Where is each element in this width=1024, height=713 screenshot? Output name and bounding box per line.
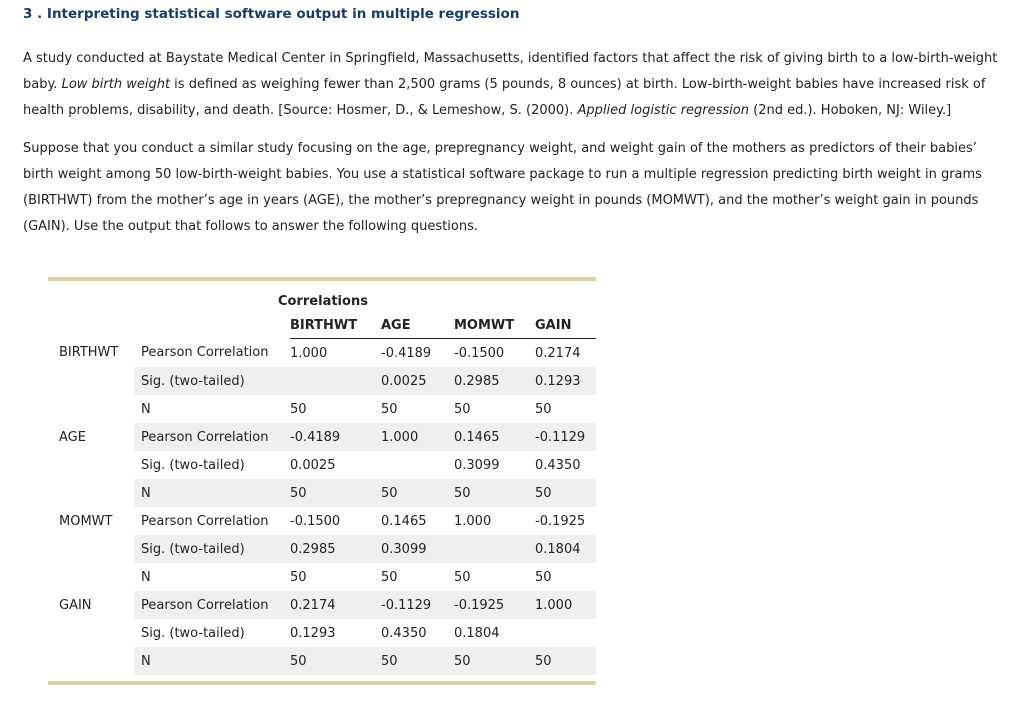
row-variable — [48, 647, 134, 675]
column-header: MOMWT — [454, 312, 535, 339]
row-variable — [48, 535, 134, 563]
table-cell: 50 — [290, 647, 381, 675]
correlations-table — [48, 312, 596, 675]
table-cell: 0.2985 — [290, 535, 381, 563]
table-cell — [290, 367, 381, 395]
table-cell: 0.2174 — [290, 591, 381, 619]
table-cell: 0.2985 — [454, 367, 535, 395]
table-cell: 1.000 — [290, 345, 328, 361]
row-statistic: Pearson Correlation — [141, 345, 269, 361]
header-blank — [48, 312, 134, 339]
row-statistic: Pearson Correlation — [134, 423, 290, 451]
intro-text-2: is defined as weighing fewer than 2,500 grams (5 pounds, 8 ounces) at birth. Low-birth-weight babies have increased risk of health problems, disability, and death. [Source: Hosmer, D., & Lemeshow, S. (2000). — [23, 77, 986, 118]
table-cell: 50 — [535, 401, 552, 417]
row-variable: AGE — [59, 429, 86, 445]
table-cell: 50 — [535, 647, 596, 675]
table-cell: 50 — [535, 479, 596, 507]
table-row — [48, 423, 596, 451]
table-cell: 0.1804 — [454, 625, 500, 641]
table-row — [48, 591, 596, 619]
row-statistic: Sig. (two-tailed) — [141, 625, 245, 641]
row-statistic: N — [134, 479, 290, 507]
table-body — [48, 339, 596, 676]
table-row — [48, 619, 596, 647]
row-variable — [48, 619, 134, 647]
table-row — [48, 395, 596, 423]
table-cell: 50 — [454, 569, 471, 585]
table-cell: 50 — [290, 401, 307, 417]
table-cell: 0.1465 — [454, 423, 535, 451]
table-cell: -0.1500 — [454, 345, 505, 361]
table-cell: 50 — [454, 401, 471, 417]
table-title: Correlations — [278, 294, 368, 309]
table-cell — [535, 619, 596, 647]
row-statistic: Sig. (two-tailed) — [134, 367, 290, 395]
intro-text-3: (2nd ed.). Hoboken, NJ: Wiley.] — [748, 103, 952, 118]
table-cell: 1.000 — [454, 513, 492, 529]
table-cell: -0.1500 — [290, 513, 341, 529]
table-cell: 0.1293 — [290, 625, 336, 641]
table-cell: 0.4350 — [381, 625, 427, 641]
header-blank — [134, 312, 290, 339]
table-row — [48, 367, 596, 395]
table-cell: 50 — [454, 647, 535, 675]
row-statistic: Sig. (two-tailed) — [141, 457, 245, 473]
table-cell: 50 — [381, 569, 398, 585]
table-cell: 50 — [381, 479, 454, 507]
table-cell: 0.0025 — [290, 457, 336, 473]
row-variable: GAIN — [59, 597, 92, 613]
table-cell: 0.1465 — [381, 513, 427, 529]
table-cell: 50 — [290, 479, 381, 507]
intro-text-1: A study conducted at Baystate Medical Center in Springfield, Massachusetts, identified factors that affect the risk of giving birth to a low-birth-weight baby. — [23, 51, 998, 92]
row-statistic: Sig. (two-tailed) — [134, 535, 290, 563]
row-statistic: Pearson Correlation — [134, 591, 290, 619]
study-paragraph: Suppose that you conduct a similar study focusing on the age, prepregnancy weight, and weight gain of the mothers as predictors of their babies’ birth weight among 50 low-birth-weight babies. You use a statistical software package to run a multiple regression predicting birth weight in grams (BIRTHWT) from the mother’s age in years (AGE), the mother’s prepregnancy weight in pounds (MOMWT), and the mother’s weight gain in pounds (GAIN). Use the output that follows to answer the following questions. — [23, 141, 982, 234]
row-variable — [48, 395, 134, 423]
row-variable — [48, 367, 134, 395]
table-row — [48, 339, 596, 368]
table-row — [48, 507, 596, 535]
table-row — [48, 563, 596, 591]
row-variable — [48, 451, 134, 479]
table-cell: 0.1804 — [535, 535, 596, 563]
table-header-row — [48, 312, 596, 339]
table-cell: -0.1129 — [535, 423, 596, 451]
row-variable — [48, 563, 134, 591]
table-row — [48, 535, 596, 563]
question-heading: 3 . Interpreting statistical software output in multiple regression — [23, 6, 520, 22]
table-cell: 50 — [454, 479, 535, 507]
table-bottom-rule — [48, 681, 596, 685]
table-row — [48, 479, 596, 507]
table-cell: 0.2174 — [535, 345, 581, 361]
table-cell: 1.000 — [381, 423, 454, 451]
table-cell: 0.1293 — [535, 367, 596, 395]
table-cell: -0.1925 — [535, 513, 586, 529]
intro-paragraph — [23, 46, 1005, 124]
table-row — [48, 647, 596, 675]
row-statistic: Pearson Correlation — [141, 513, 269, 529]
row-statistic: N — [134, 647, 290, 675]
table-cell: -0.4189 — [290, 423, 381, 451]
table-cell: 0.0025 — [381, 367, 454, 395]
row-statistic: N — [141, 569, 151, 585]
column-header: AGE — [381, 312, 454, 339]
table-cell: 50 — [381, 401, 398, 417]
table-cell: 50 — [290, 569, 307, 585]
column-header: BIRTHWT — [290, 312, 381, 339]
intro-italic-source: Applied logistic regression — [577, 103, 749, 118]
intro-italic-term: Low birth weight — [61, 77, 171, 92]
table-cell: 0.3099 — [381, 535, 454, 563]
table-cell: 50 — [535, 569, 552, 585]
table-cell: 50 — [381, 647, 454, 675]
correlations-table-container — [48, 277, 596, 685]
table-cell: 0.3099 — [454, 457, 500, 473]
table-cell — [454, 535, 535, 563]
row-variable: MOMWT — [59, 513, 113, 529]
table-cell: -0.1925 — [454, 591, 535, 619]
table-cell — [381, 451, 454, 479]
row-variable — [48, 479, 134, 507]
row-variable: BIRTHWT — [59, 345, 119, 361]
column-header: GAIN — [535, 312, 596, 339]
row-statistic: N — [141, 401, 151, 417]
table-row — [48, 451, 596, 479]
table-cell: -0.4189 — [381, 345, 432, 361]
table-cell: -0.1129 — [381, 591, 454, 619]
table-cell: 0.4350 — [535, 457, 581, 473]
table-cell: 1.000 — [535, 591, 596, 619]
